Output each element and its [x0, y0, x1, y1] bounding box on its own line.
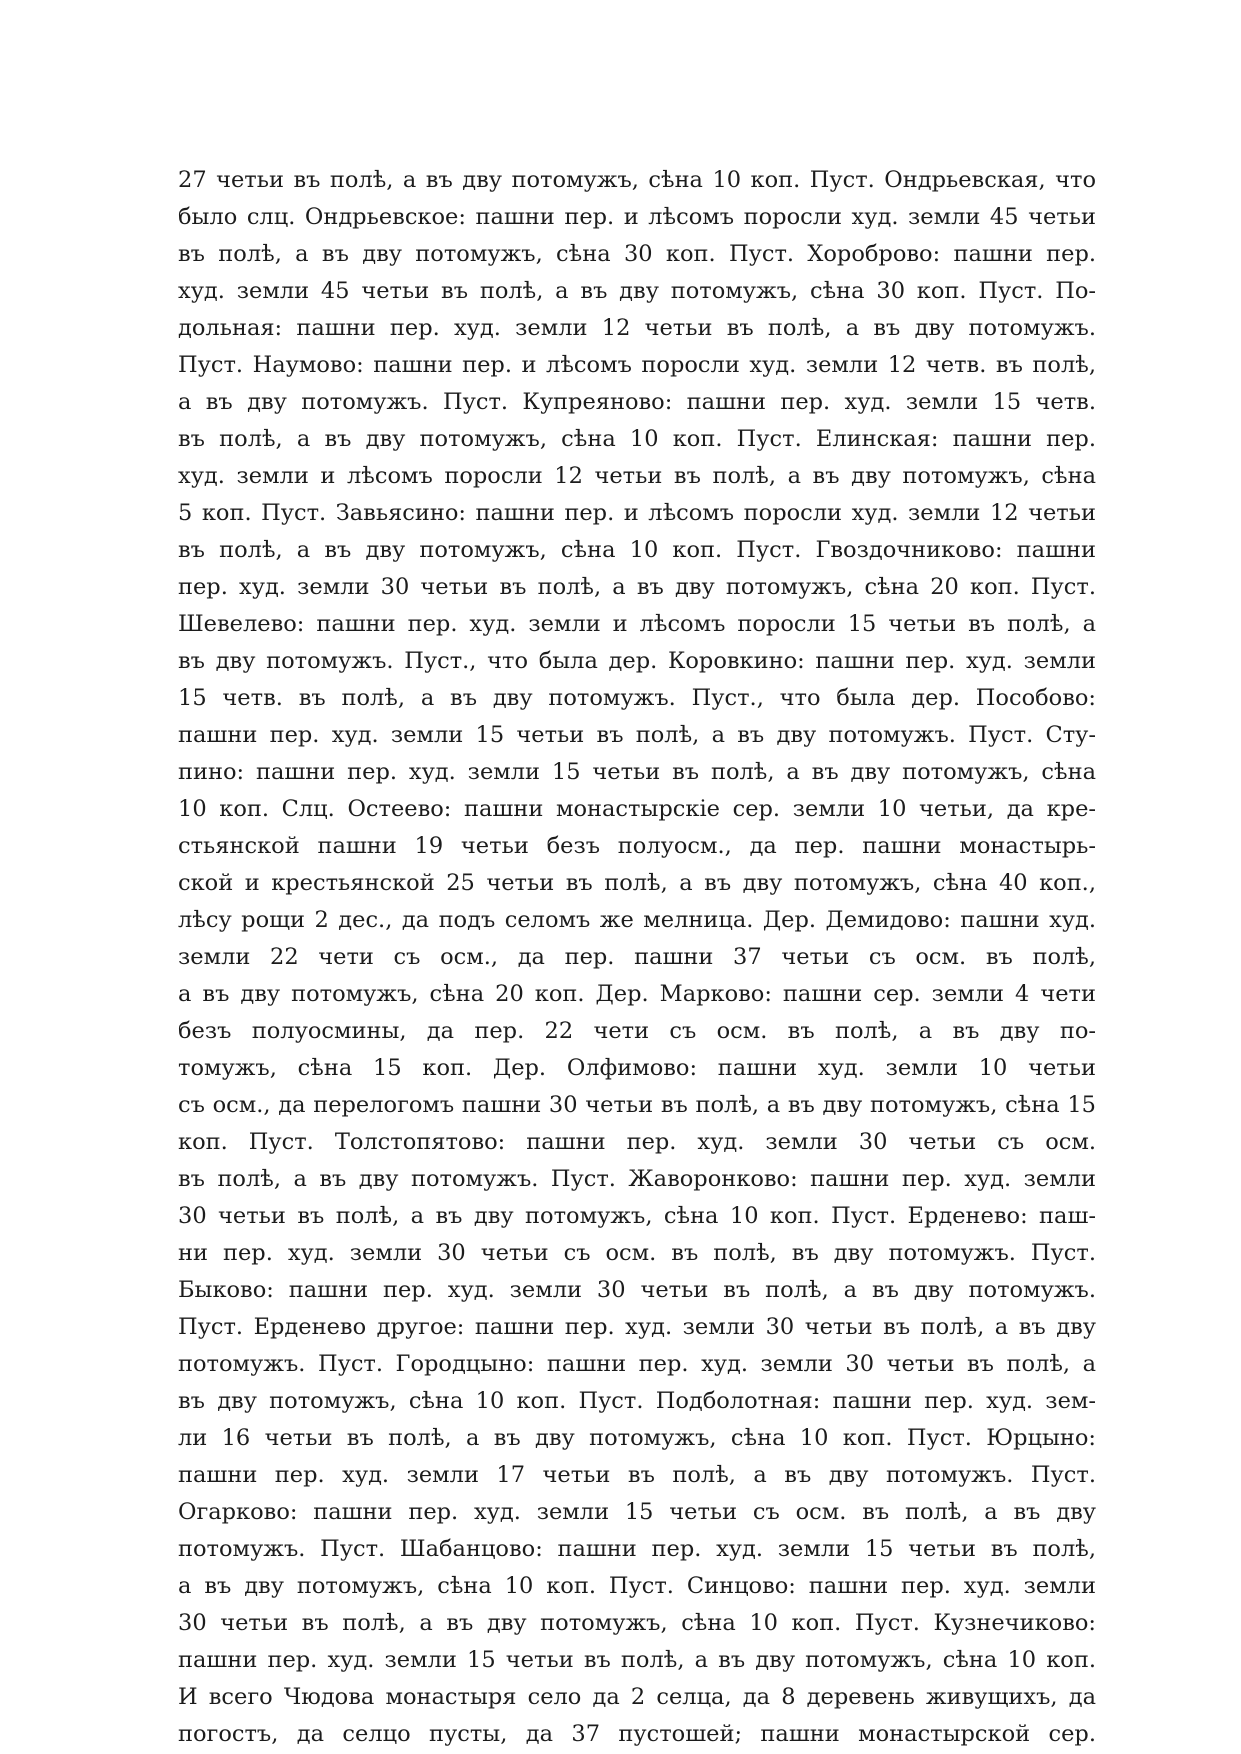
text-line: въ полѣ, а въ дву потомужъ, сѣна 10 коп. Пуст. Елинская: пашни пер.: [178, 426, 1096, 452]
text-line: И всего Чюдова монастыря село да 2 селца, да 8 деревень живущихъ, да: [178, 1684, 1096, 1710]
text-line: ни пер. худ. земли 30 четьи съ осм. въ полѣ, въ дву потомужъ. Пуст.: [178, 1240, 1096, 1266]
text-line: 30 четьи въ полѣ, а въ дву потомужъ, сѣна 10 коп. Пуст. Ерденево: паш-: [178, 1203, 1096, 1229]
text-line: худ. земли 45 четьи въ полѣ, а въ дву потомужъ, сѣна 30 коп. Пуст. По-: [178, 278, 1096, 304]
text-line: съ осм., да перелогомъ пашни 30 четьи въ полѣ, а въ дву потомужъ, сѣна 15: [178, 1092, 1096, 1118]
text-line: потомужъ. Пуст. Шабанцово: пашни пер. худ. земли 15 четьи въ полѣ,: [178, 1536, 1096, 1562]
text-line: пер. худ. земли 30 четьи въ полѣ, а въ дву потомужъ, сѣна 20 коп. Пуст.: [178, 574, 1096, 600]
text-line: въ дву потомужъ, сѣна 10 коп. Пуст. Подболотная: пашни пер. худ. зем-: [178, 1388, 1096, 1414]
text-line: Шевелево: пашни пер. худ. земли и лѣсомъ поросли 15 четьи въ полѣ, а: [178, 611, 1096, 637]
text-line: земли 22 чети съ осм., да пер. пашни 37 четьи съ осм. въ полѣ,: [178, 944, 1096, 970]
text-line: а въ дву потомужъ, сѣна 10 коп. Пуст. Синцово: пашни пер. худ. земли: [178, 1573, 1096, 1599]
text-line: пашни пер. худ. земли 15 четьи въ полѣ, а въ дву потомужъ, сѣна 10 коп.: [178, 1647, 1096, 1673]
text-line: ской и крестьянской 25 четьи въ полѣ, а въ дву потомужъ, сѣна 40 коп.,: [178, 870, 1096, 896]
text-line: Быково: пашни пер. худ. земли 30 четьи въ полѣ, а въ дву потомужъ.: [178, 1277, 1096, 1303]
text-line: 30 четьи въ полѣ, а въ дву потомужъ, сѣна 10 коп. Пуст. Кузнечиково:: [178, 1610, 1096, 1636]
text-line: а въ дву потомужъ, сѣна 20 коп. Дер. Марково: пашни сер. земли 4 чети: [178, 981, 1096, 1007]
text-line: въ полѣ, а въ дву потомужъ. Пуст. Жаворонково: пашни пер. худ. земли: [178, 1166, 1096, 1192]
text-line: 5 коп. Пуст. Завьясино: пашни пер. и лѣсомъ поросли худ. земли 12 четьи: [178, 500, 1096, 526]
text-line: пашни пер. худ. земли 15 четьи въ полѣ, а въ дву потомужъ. Пуст. Сту-: [178, 722, 1096, 748]
text-line: 15 четв. въ полѣ, а въ дву потомужъ. Пуст., что была дер. Пособово:: [178, 685, 1096, 711]
text-line: въ полѣ, а въ дву потомужъ, сѣна 10 коп. Пуст. Гвоздочниково: пашни: [178, 537, 1096, 563]
text-line: а въ дву потомужъ. Пуст. Купреяново: пашни пер. худ. земли 15 четв.: [178, 389, 1096, 415]
text-line: въ дву потомужъ. Пуст., что была дер. Коровкино: пашни пер. худ. земли: [178, 648, 1096, 674]
text-line: потомужъ. Пуст. Городцыно: пашни пер. худ. земли 30 четьи въ полѣ, а: [178, 1351, 1096, 1377]
text-line: погостъ, да селцо пусты, да 37 пустошей; пашни монастырской сер.: [178, 1721, 1096, 1747]
text-line: 10 коп. Слц. Остеево: пашни монастырскіе сер. земли 10 четьи, да кре-: [178, 796, 1096, 822]
text-line: дольная: пашни пер. худ. земли 12 четьи въ полѣ, а въ дву потомужъ.: [178, 315, 1096, 341]
text-line: лѣсу рощи 2 дес., да подъ селомъ же мелница. Дер. Демидово: пашни худ.: [178, 907, 1096, 933]
text-line: ли 16 четьи въ полѣ, а въ дву потомужъ, сѣна 10 коп. Пуст. Юрцыно:: [178, 1425, 1096, 1451]
text-line: безъ полуосмины, да пер. 22 чети съ осм. въ полѣ, а въ дву по-: [178, 1018, 1096, 1044]
text-line: томужъ, сѣна 15 коп. Дер. Олфимово: пашни худ. земли 10 четьи: [178, 1055, 1096, 1081]
text-line: было слц. Ондрьевское: пашни пер. и лѣсомъ поросли худ. земли 45 четьи: [178, 204, 1096, 230]
text-line: пино: пашни пер. худ. земли 15 четьи въ полѣ, а въ дву потомужъ, сѣна: [178, 759, 1096, 785]
text-line: Пуст. Ерденево другое: пашни пер. худ. земли 30 четьи въ полѣ, а въ дву: [178, 1314, 1096, 1340]
text-line: пашни пер. худ. земли 17 четьи въ полѣ, а въ дву потомужъ. Пуст.: [178, 1462, 1096, 1488]
text-line: Огарково: пашни пер. худ. земли 15 четьи съ осм. въ полѣ, а въ дву: [178, 1499, 1096, 1525]
text-line: худ. земли и лѣсомъ поросли 12 четьи въ полѣ, а въ дву потомужъ, сѣна: [178, 463, 1096, 489]
text-line: 27 четьи въ полѣ, а въ дву потомужъ, сѣна 10 коп. Пуст. Ондрьевская, что: [178, 167, 1096, 193]
text-line: въ полѣ, а въ дву потомужъ, сѣна 30 коп. Пуст. Хороброво: пашни пер.: [178, 241, 1096, 267]
text-line: Пуст. Наумово: пашни пер. и лѣсомъ поросли худ. земли 12 четв. въ полѣ,: [178, 352, 1096, 378]
text-line: стьянской пашни 19 четьи безъ полуосм., да пер. пашни монастырь-: [178, 833, 1096, 859]
text-line: коп. Пуст. Толстопятово: пашни пер. худ. земли 30 четьи съ осм.: [178, 1129, 1096, 1155]
body-text: [178, 162, 1096, 1753]
